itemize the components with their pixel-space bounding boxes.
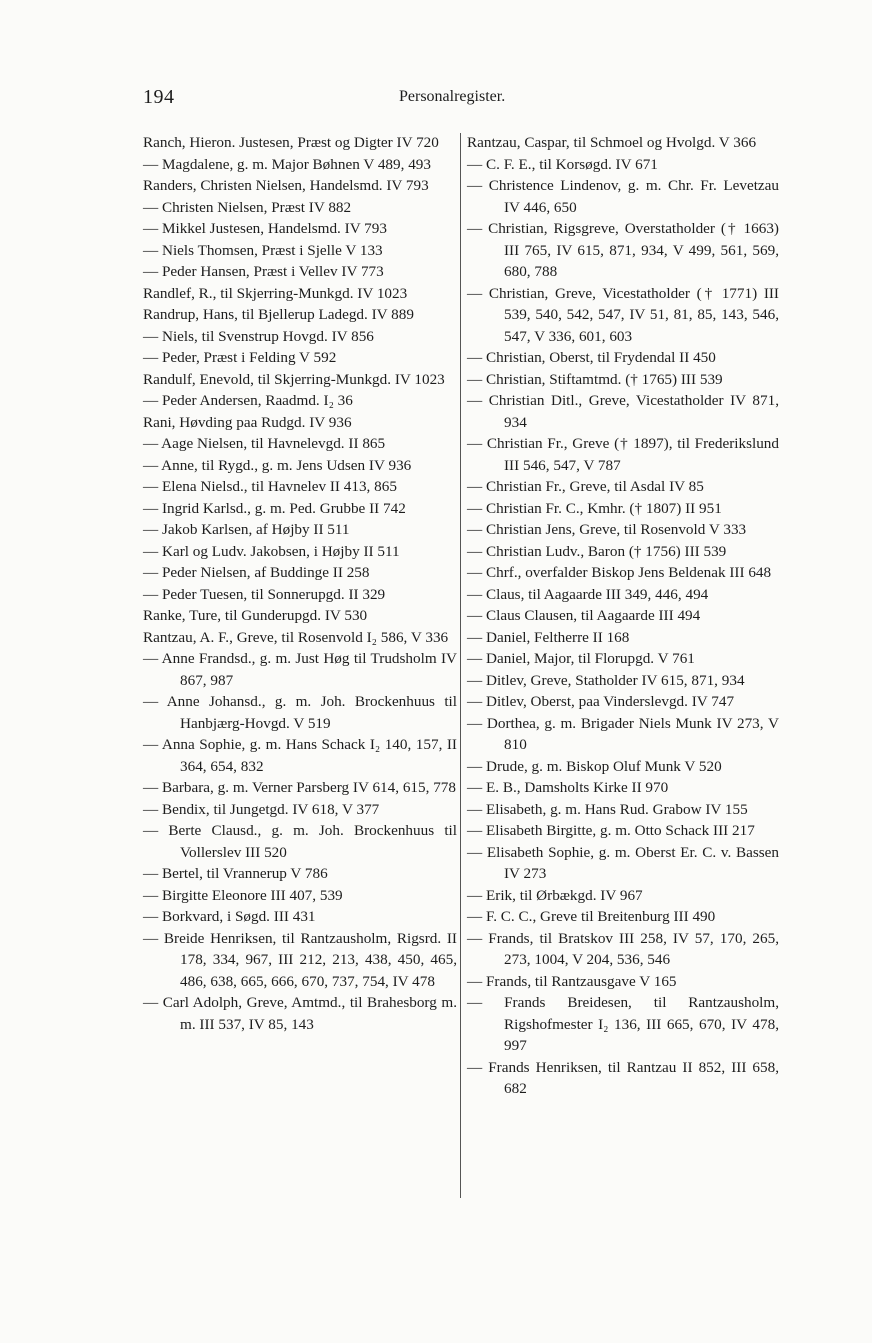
register-entry: — Christian, Rigsgreve, Overstatholder († 1663) III 765, IV 615, 871, 934, V 499, 561, 569, 680, 788 — [467, 220, 779, 280]
register-entry: Randulf, Enevold, til Skjerring-Munkgd. IV 1023 — [143, 370, 445, 388]
register-entry: — Chrf., overfalder Biskop Jens Beldenak III 648 — [467, 564, 772, 581]
register-entry: — Jakob Karlsen, af Højby II 511 — [143, 521, 350, 538]
register-entry: — Peder Nielsen, af Buddinge II 258 — [143, 564, 370, 581]
register-entry: — Karl og Ludv. Jakobsen, i Højby II 511 — [143, 542, 400, 560]
register-entry: — Peder Hansen, Præst i Vellev IV 773 — [143, 263, 384, 280]
column-divider — [460, 133, 461, 1198]
register-entry: — Anna Sophie, g. m. Hans Schack I₂ 140, 157, II 364, 654, 832 — [143, 736, 457, 775]
register-entry: — Dorthea, g. m. Brigader Niels Munk IV 273, V 810 — [467, 714, 779, 753]
page-number: 194 — [143, 86, 175, 108]
register-entry: — Niels Thomsen, Præst i Sjelle V 133 — [143, 241, 383, 259]
register-entry: Randrup, Hans, til Bjellerup Ladegd. IV 889 — [143, 306, 414, 323]
register-entry: Rantzau, A. F., Greve, til Rosenvold I₂ 586, V 336 — [143, 628, 449, 646]
register-entry: — Christian, Greve, Vicestatholder († 1771) III 539, 540, 542, 547, IV 51, 81, 85, 143, 546, 547, V 336, 601, 603 — [467, 284, 779, 345]
register-entry: — Peder, Præst i Felding V 592 — [143, 349, 337, 366]
register-entry: Ranke, Ture, til Gunderupgd. IV 530 — [143, 607, 368, 624]
register-entry: — Drude, g. m. Biskop Oluf Munk V 520 — [467, 757, 722, 775]
register-entry: — Carl Adolph, Greve, Amtmd., til Brahesborg m. m. III 537, IV 85, 143 — [143, 994, 457, 1033]
register-entry: — Claus, til Aagaarde III 349, 446, 494 — [467, 585, 709, 603]
register-entry: Randlef, R., til Skjerring-Munkgd. IV 1023 — [143, 284, 408, 302]
register-entry: — Elena Nielsd., til Havnelev II 413, 865 — [143, 478, 397, 495]
register-entry: — Ingrid Karlsd., g. m. Ped. Grubbe II 742 — [143, 499, 406, 517]
register-entry: — Christian Fr., Greve, til Asdal IV 85 — [467, 478, 704, 495]
register-entry: — Christen Nielsen, Præst IV 882 — [143, 198, 352, 216]
register-entry: — Peder Tuesen, til Sonnerupgd. II 329 — [143, 585, 386, 603]
register-entry: — Bertel, til Vrannerup V 786 — [143, 865, 328, 882]
register-entry: — Christian, Oberst, til Frydendal II 450 — [467, 349, 716, 366]
register-entry: — Christian Ludv., Baron († 1756) III 539 — [467, 542, 727, 560]
register-entry: — Elisabeth Birgitte, g. m. Otto Schack III 217 — [467, 822, 755, 839]
register-entry: — Ditlev, Oberst, paa Vinderslevgd. IV 747 — [467, 693, 735, 710]
register-entry: — Aage Nielsen, til Havnelevgd. II 865 — [143, 435, 386, 452]
register-entry: — Christian Fr., Greve († 1897), til Frederikslund III 546, 547, V 787 — [467, 435, 779, 474]
register-entry: — Frands, til Bratskov III 258, IV 57, 170, 265, 273, 1004, V 204, 536, 546 — [467, 929, 779, 968]
register-entry: — Daniel, Feltherre II 168 — [467, 628, 630, 646]
register-entry: — Daniel, Major, til Florupgd. V 761 — [467, 650, 695, 667]
register-entry: — Frands Breidesen, til Rantzausholm, Rigshofmester I₂ 136, III 665, 670, IV 478, 997 — [467, 994, 779, 1054]
register-entry: — E. B., Damsholts Kirke II 970 — [467, 779, 669, 796]
register-entry: — Elisabeth Sophie, g. m. Oberst Er. C. v. Bassen IV 273 — [467, 843, 779, 882]
register-entry: — Birgitte Eleonore III 407, 539 — [143, 886, 343, 904]
register-entry: — Borkvard, i Søgd. III 431 — [143, 908, 316, 925]
register-entry: Rantzau, Caspar, til Schmoel og Hvolgd. V 366 — [467, 134, 757, 151]
register-entry: — Christian Fr. C., Kmhr. († 1807) II 951 — [467, 499, 722, 517]
register-entry: — Barbara, g. m. Verner Parsberg IV 614, 615, 778 — [143, 779, 456, 796]
register-entry: — Christian Ditl., Greve, Vicestatholder IV 871, 934 — [467, 392, 779, 431]
register-entry: — Breide Henriksen, til Rantzausholm, Rigsrd. II 178, 334, 967, III 212, 213, 438, 450, 465, 486, 638, 665, 666, 670, 737, 754, IV 478 — [143, 929, 457, 990]
register-entry: Rani, Høvding paa Rudgd. IV 936 — [143, 413, 352, 431]
page-header — [143, 86, 783, 112]
register-entry: — Niels, til Svenstrup Hovgd. IV 856 — [143, 327, 374, 345]
register-entry: Ranch, Hieron. Justesen, Præst og Digter IV 720 — [143, 134, 439, 151]
register-entry: — Christence Lindenov, g. m. Chr. Fr. Levetzau IV 446, 650 — [467, 177, 779, 216]
register-entry: — Elisabeth, g. m. Hans Rud. Grabow IV 155 — [467, 800, 748, 818]
register-entry: — Berte Clausd., g. m. Joh. Brockenhuus til Vollerslev III 520 — [143, 822, 457, 861]
register-entry: — Mikkel Justesen, Handelsmd. IV 793 — [143, 220, 387, 237]
register-entry: — Frands Henriksen, til Rantzau II 852, III 658, 682 — [467, 1058, 779, 1097]
right-column — [467, 132, 779, 1100]
register-entry: — Peder Andersen, Raadmd. I₂ 36 — [143, 392, 353, 409]
register-entry: — Bendix, til Jungetgd. IV 618, V 377 — [143, 800, 380, 818]
register-entry: — Magdalene, g. m. Major Bøhnen V 489, 493 — [143, 155, 431, 173]
left-column — [143, 132, 457, 1035]
register-entry: — C. F. E., til Korsøgd. IV 671 — [467, 155, 658, 173]
register-entry: — F. C. C., Greve til Breitenburg III 490 — [467, 908, 716, 925]
register-entry: — Ditlev, Greve, Statholder IV 615, 871, 934 — [467, 671, 745, 689]
register-entry: — Anne Frandsd., g. m. Just Høg til Trudsholm IV 867, 987 — [143, 650, 457, 689]
running-title: Personalregister. — [399, 88, 506, 105]
register-entry: — Erik, til Ørbækgd. IV 967 — [467, 886, 643, 904]
register-entry: — Frands, til Rantzausgave V 165 — [467, 972, 677, 990]
register-entry: — Anne, til Rygd., g. m. Jens Udsen IV 936 — [143, 456, 412, 474]
register-entry: — Anne Johansd., g. m. Joh. Brockenhuus til Hanbjærg-Hovgd. V 519 — [143, 693, 457, 732]
register-entry: — Christian, Stiftamtmd. († 1765) III 539 — [467, 370, 723, 388]
register-entry: — Claus Clausen, til Aagaarde III 494 — [467, 607, 701, 624]
register-entry: — Christian Jens, Greve, til Rosenvold V 333 — [467, 521, 747, 538]
register-entry: Randers, Christen Nielsen, Handelsmd. IV 793 — [143, 177, 429, 194]
